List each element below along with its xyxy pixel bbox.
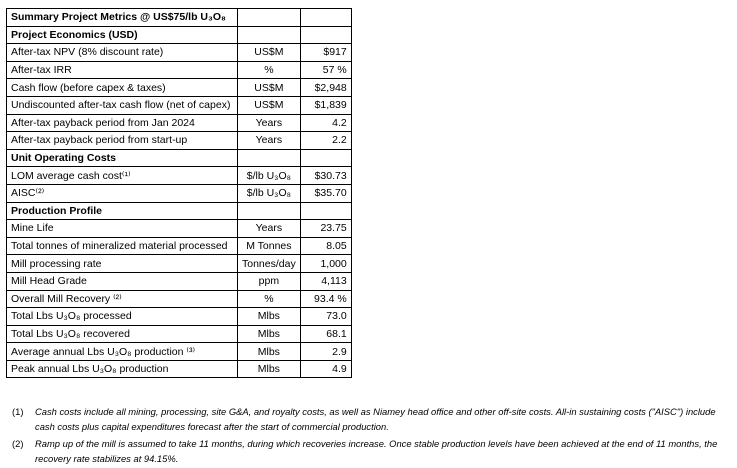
metric-value: 4.9 (300, 360, 351, 378)
metric-value: 4,113 (300, 272, 351, 290)
footnote-2 (12, 436, 734, 466)
metric-unit: Years (238, 220, 301, 238)
table-title: Summary Project Metrics @ US$75/lb U₃O₈ (7, 9, 238, 27)
section-heading-spacer (238, 202, 301, 220)
metric-value: 57 % (300, 61, 351, 79)
table-row (7, 114, 352, 132)
footnote-text: Cash costs include all mining, processing, site G&A, and royalty costs, as well as Niamey head office and other off-site costs. All-in sustaining costs ("AISC") include cash costs plus capital expenditures forecast after the start of commercial production. (35, 406, 716, 432)
metric-label: Total Lbs U₃O₈ recovered (7, 325, 238, 343)
metric-label: AISC⁽²⁾ (7, 184, 238, 202)
table-title-spacer (238, 9, 301, 27)
metric-value: $1,839 (300, 96, 351, 114)
metric-label: Overall Mill Recovery ⁽²⁾ (7, 290, 238, 308)
footnote-1 (12, 404, 734, 434)
table-row (7, 272, 352, 290)
metric-label: LOM average cash cost⁽¹⁾ (7, 167, 238, 185)
metric-unit: Years (238, 114, 301, 132)
metric-unit: Years (238, 132, 301, 150)
metric-unit: Mlbs (238, 308, 301, 326)
metric-label: Total tonnes of mineralized material processed (7, 237, 238, 255)
metric-value: 8.05 (300, 237, 351, 255)
footnote-number: (2) (12, 438, 24, 449)
table-row (7, 132, 352, 150)
metric-value: 93.4 % (300, 290, 351, 308)
table-row (7, 96, 352, 114)
table-row (7, 220, 352, 238)
table-row (7, 184, 352, 202)
metric-unit: % (238, 290, 301, 308)
table-row (7, 343, 352, 361)
section-heading-row (7, 202, 352, 220)
metric-unit: Mlbs (238, 325, 301, 343)
metric-value: 68.1 (300, 325, 351, 343)
table-row (7, 360, 352, 378)
section-heading-spacer (238, 26, 301, 44)
metric-value: $35.70 (300, 184, 351, 202)
table-row (7, 237, 352, 255)
metric-value: 2.9 (300, 343, 351, 361)
section-heading-row (7, 149, 352, 167)
metric-value: $30.73 (300, 167, 351, 185)
metric-label: After-tax NPV (8% discount rate) (7, 44, 238, 62)
section-heading-spacer (238, 149, 301, 167)
table-row (7, 255, 352, 273)
metric-unit: $/lb U₃O₈ (238, 184, 301, 202)
table-row (7, 44, 352, 62)
table-title-row (7, 9, 352, 27)
metric-label: Peak annual Lbs U₃O₈ production (7, 360, 238, 378)
table-title-spacer (300, 9, 351, 27)
table-row (7, 308, 352, 326)
table-row (7, 325, 352, 343)
section-heading-spacer (300, 26, 351, 44)
metric-label: After-tax payback period from Jan 2024 (7, 114, 238, 132)
metric-unit: Tonnes/day (238, 255, 301, 273)
metric-unit: US$M (238, 96, 301, 114)
table-row (7, 290, 352, 308)
metric-label: After-tax payback period from start-up (7, 132, 238, 150)
metric-label: Cash flow (before capex & taxes) (7, 79, 238, 97)
metric-unit: US$M (238, 44, 301, 62)
section-heading: Production Profile (7, 202, 238, 220)
metric-label: Average annual Lbs U₃O₈ production ⁽³⁾ (7, 343, 238, 361)
table-row (7, 167, 352, 185)
section-heading: Unit Operating Costs (7, 149, 238, 167)
metrics-table (6, 8, 352, 378)
metric-value: 4.2 (300, 114, 351, 132)
metric-unit: % (238, 61, 301, 79)
section-heading: Project Economics (USD) (7, 26, 238, 44)
metric-unit: $/lb U₃O₈ (238, 167, 301, 185)
metric-label: After-tax IRR (7, 61, 238, 79)
metric-label: Mill Head Grade (7, 272, 238, 290)
table-row (7, 61, 352, 79)
footnote-text: Ramp up of the mill is assumed to take 11 months, during which recoveries increase. Once stable production levels have been achieved at the end of 11 months, the recovery rate stabilizes at 94.15%. (35, 438, 718, 464)
metric-unit: Mlbs (238, 360, 301, 378)
metric-label: Undiscounted after-tax cash flow (net of capex) (7, 96, 238, 114)
metric-value: 1,000 (300, 255, 351, 273)
metric-label: Total Lbs U₃O₈ processed (7, 308, 238, 326)
section-heading-spacer (300, 202, 351, 220)
metric-value: 73.0 (300, 308, 351, 326)
metric-value: 2.2 (300, 132, 351, 150)
metrics-table-body (7, 9, 352, 378)
table-row (7, 79, 352, 97)
metric-value: $2,948 (300, 79, 351, 97)
metric-value: 23.75 (300, 220, 351, 238)
metric-unit: ppm (238, 272, 301, 290)
metric-unit: Mlbs (238, 343, 301, 361)
section-heading-spacer (300, 149, 351, 167)
footnote-number: (1) (12, 406, 24, 417)
metric-value: $917 (300, 44, 351, 62)
metric-label: Mill processing rate (7, 255, 238, 273)
section-heading-row (7, 26, 352, 44)
footnotes (12, 404, 734, 468)
metric-label: Mine Life (7, 220, 238, 238)
metric-unit: M Tonnes (238, 237, 301, 255)
metric-unit: US$M (238, 79, 301, 97)
